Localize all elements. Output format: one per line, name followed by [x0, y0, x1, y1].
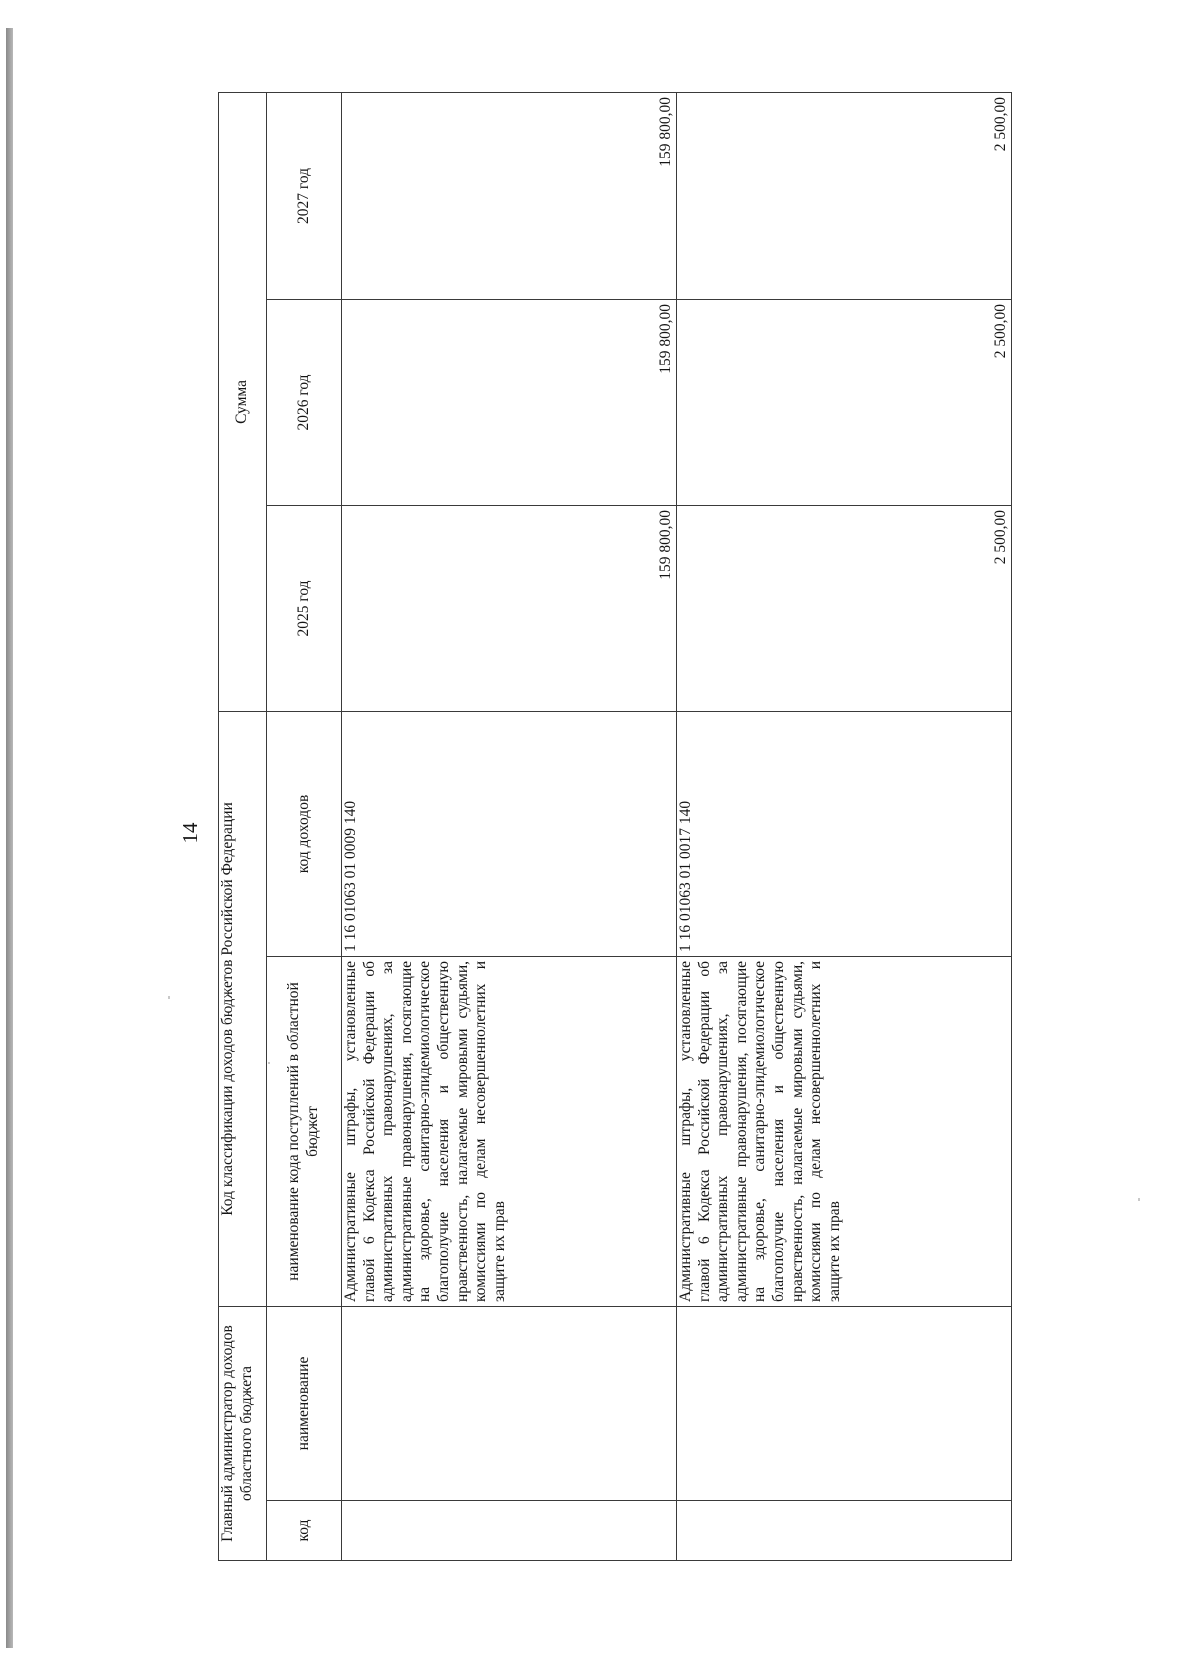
header-col-2025: 2025 год [267, 505, 342, 711]
amount-2026-cell: 159 800,00 [342, 299, 677, 505]
header-col-income-code: код доходов [267, 711, 342, 956]
admin-name-cell [342, 1306, 677, 1500]
income-code-cell: 1 16 01063 01 0009 140 [342, 711, 677, 956]
amount-2027-cell: 159 800,00 [342, 92, 677, 299]
admin-code-cell [342, 1501, 677, 1561]
header-sum-group: Сумма [219, 92, 267, 711]
page-number: 14 [178, 822, 202, 844]
amount-2025-cell: 2 500,00 [677, 505, 1012, 711]
header-row-top [219, 92, 267, 1560]
revenue-table [218, 92, 1012, 1561]
header-col-2026: 2026 год [267, 299, 342, 505]
income-code-cell: 1 16 01063 01 0017 140 [677, 711, 1012, 956]
income-name-cell: Административные штрафы, установленные главой 6 Кодекса Российской Федерации об административных правонарушениях, за административные правонарушения, посягающие на здоровье, санитарно-эпидемиологическое благополучие населения и общественную нравственность, налагаемые мировыми судьями, комиссиями по делам несовершеннолетних и защите их прав [677, 956, 1012, 1306]
header-classification-group: Код классификации доходов бюджетов Российской Федерации [219, 711, 267, 1306]
table-row [342, 92, 677, 1560]
header-row-sub [267, 92, 342, 1560]
amount-2025-cell: 159 800,00 [342, 505, 677, 711]
admin-code-cell [677, 1501, 1012, 1561]
header-col-income-name: наименование кода поступлений в областной бюджет [267, 956, 342, 1306]
income-name-cell: Административные штрафы, установленные главой 6 Кодекса Российской Федерации об административных правонарушениях, за административные правонарушения, посягающие на здоровье, санитарно-эпидемиологическое благополучие населения и общественную нравственность, налагаемые мировыми судьями, комиссиями по делам несовершеннолетних и защите их прав [342, 956, 677, 1306]
header-col-code: код [267, 1501, 342, 1561]
amount-2026-cell: 2 500,00 [677, 299, 1012, 505]
amount-2027-cell: 2 500,00 [677, 92, 1012, 299]
header-admin-group: Главный администратор доходов областного бюджета [219, 1306, 267, 1560]
admin-name-cell [677, 1306, 1012, 1500]
header-col-2027: 2027 год [267, 92, 342, 299]
header-col-name: наименование [267, 1306, 342, 1500]
table-row [677, 92, 1012, 1560]
